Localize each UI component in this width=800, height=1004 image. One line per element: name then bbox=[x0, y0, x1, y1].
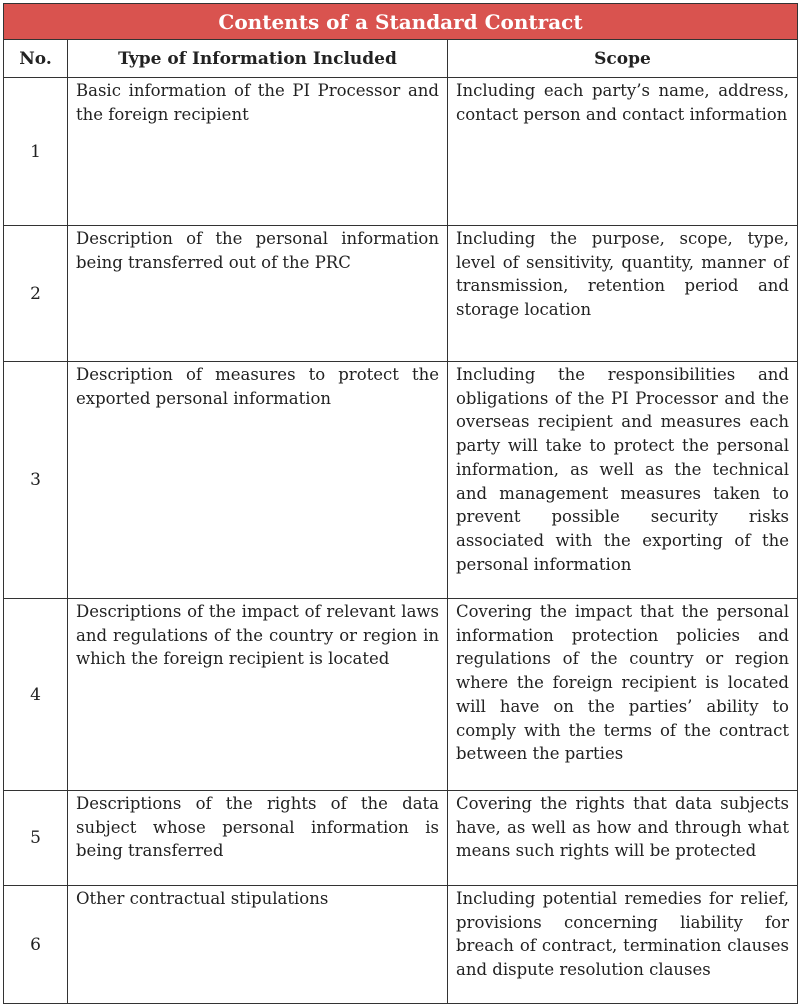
row-scope: Including potential remedies for relief, provisions concerning liability for breach of contract, termination clauses and dispute resolution clauses bbox=[448, 886, 798, 1004]
table-title: Contents of a Standard Contract bbox=[4, 4, 798, 40]
table-row bbox=[4, 791, 798, 886]
contract-contents-table bbox=[3, 3, 798, 1004]
table-row bbox=[4, 599, 798, 791]
contract-contents-table-wrapper bbox=[3, 3, 797, 1004]
row-type: Basic information of the PI Processor and the foreign recipient bbox=[68, 78, 448, 226]
row-type: Descriptions of the rights of the data subject whose personal information is being transferred bbox=[68, 791, 448, 886]
row-number: 2 bbox=[4, 226, 68, 362]
header-no: No. bbox=[4, 40, 68, 78]
row-scope: Including the purpose, scope, type, level of sensitivity, quantity, manner of transmission, retention period and storage location bbox=[448, 226, 798, 362]
header-type: Type of Information Included bbox=[68, 40, 448, 78]
row-number: 3 bbox=[4, 362, 68, 599]
row-type: Other contractual stipulations bbox=[68, 886, 448, 1004]
table-title-row bbox=[4, 4, 798, 40]
row-scope: Including each party’s name, address, contact person and contact information bbox=[448, 78, 798, 226]
row-scope: Covering the rights that data subjects have, as well as how and through what means such rights will be protected bbox=[448, 791, 798, 886]
table-row bbox=[4, 226, 798, 362]
row-type: Description of measures to protect the exported personal information bbox=[68, 362, 448, 599]
table-header-row bbox=[4, 40, 798, 78]
table-row bbox=[4, 886, 798, 1004]
row-number: 5 bbox=[4, 791, 68, 886]
row-number: 4 bbox=[4, 599, 68, 791]
row-type: Description of the personal information being transferred out of the PRC bbox=[68, 226, 448, 362]
row-number: 1 bbox=[4, 78, 68, 226]
row-type: Descriptions of the impact of relevant laws and regulations of the country or region in which the foreign recipient is located bbox=[68, 599, 448, 791]
table-row bbox=[4, 362, 798, 599]
row-number: 6 bbox=[4, 886, 68, 1004]
row-scope: Covering the impact that the personal information protection policies and regulations of the country or region where the foreign recipient is located will have on the parties’ ability to comply with the terms of the contract between the parties bbox=[448, 599, 798, 791]
row-scope: Including the responsibilities and obligations of the PI Processor and the overseas recipient and measures each party will take to protect the personal information, as well as the technical and management measures taken to prevent possible security risks associated with the exporting of the personal information bbox=[448, 362, 798, 599]
table-row bbox=[4, 78, 798, 226]
header-scope: Scope bbox=[448, 40, 798, 78]
